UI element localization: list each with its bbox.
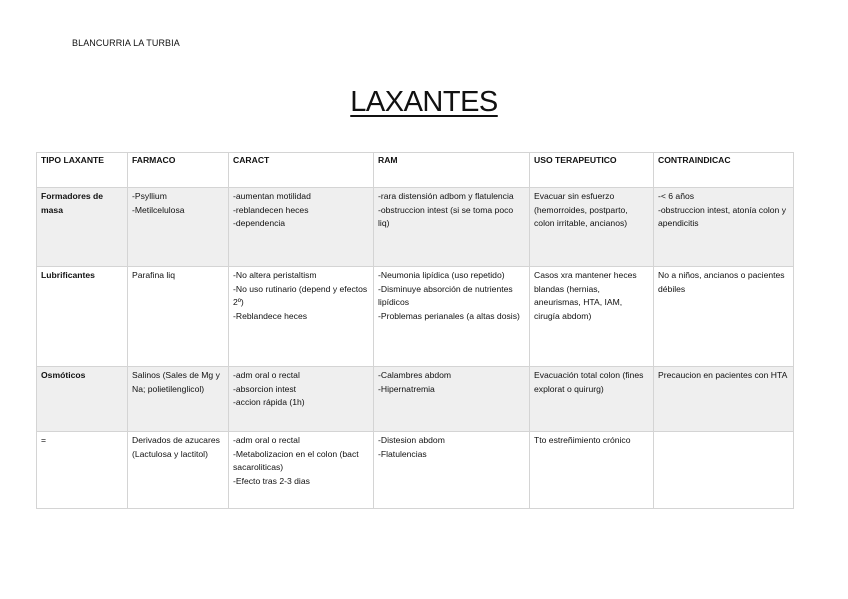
cell-contra: No a niños, ancianos o pacientes débiles xyxy=(654,267,794,367)
column-header-contra: CONTRAINDICAC xyxy=(654,153,794,188)
cell-uso: Casos xra mantener heces blandas (hernias, aneurismas, HTA, IAM, cirugía abdom) xyxy=(530,267,654,367)
page-title: LAXANTES xyxy=(350,86,498,118)
table-header-row xyxy=(37,153,794,188)
cell-tipo: Formadores de masa xyxy=(37,188,128,267)
column-header-tipo: TIPO LAXANTE xyxy=(37,153,128,188)
cell-tipo: Osmóticos xyxy=(37,367,128,432)
cell-contra xyxy=(654,432,794,509)
cell-uso: Evacuación total colon (fines explorat o quirurg) xyxy=(530,367,654,432)
cell-ram: -Distesion abdom -Flatulencias xyxy=(374,432,530,509)
cell-farmaco: Parafina liq xyxy=(128,267,229,367)
cell-caract: -adm oral o rectal -absorcion intest -accion rápida (1h) xyxy=(229,367,374,432)
cell-farmaco: Salinos (Sales de Mg y Na; polietilenglicol) xyxy=(128,367,229,432)
table-row xyxy=(37,432,794,509)
cell-tipo: Lubrificantes xyxy=(37,267,128,367)
cell-farmaco: -Psyllium -Metilcelulosa xyxy=(128,188,229,267)
cell-caract: -adm oral o rectal -Metabolizacion en el colon (bact sacaroliticas) -Efecto tras 2-3 dias xyxy=(229,432,374,509)
column-header-farmaco: FARMACO xyxy=(128,153,229,188)
cell-tipo: = xyxy=(37,432,128,509)
document-header-note: BLANCURRIA LA TURBIA xyxy=(72,38,180,48)
cell-ram: -rara distensión adbom y flatulencia -obstruccion intest (si se toma poco liq) xyxy=(374,188,530,267)
cell-contra: Precaucion en pacientes con HTA xyxy=(654,367,794,432)
laxantes-table xyxy=(36,152,794,509)
cell-farmaco: Derivados de azucares (Lactulosa y lactitol) xyxy=(128,432,229,509)
cell-ram: -Calambres abdom -Hipernatremia xyxy=(374,367,530,432)
table-row xyxy=(37,188,794,267)
column-header-ram: RAM xyxy=(374,153,530,188)
column-header-uso: USO TERAPEUTICO xyxy=(530,153,654,188)
table-row xyxy=(37,367,794,432)
table-row xyxy=(37,267,794,367)
cell-caract: -aumentan motilidad -reblandecen heces -dependencia xyxy=(229,188,374,267)
cell-ram: -Neumonia lipídica (uso repetido) -Disminuye absorción de nutrientes lipídicos -Problemas perianales (a altas dosis) xyxy=(374,267,530,367)
cell-caract: -No altera peristaltism -No uso rutinario (depend y efectos 2º) -Reblandece heces xyxy=(229,267,374,367)
cell-uso: Tto estreñimiento crónico xyxy=(530,432,654,509)
cell-contra: -< 6 años -obstruccion intest, atonía colon y apendicitis xyxy=(654,188,794,267)
cell-uso: Evacuar sin esfuerzo (hemorroides, postparto, colon irritable, ancianos) xyxy=(530,188,654,267)
column-header-caract: CARACT xyxy=(229,153,374,188)
